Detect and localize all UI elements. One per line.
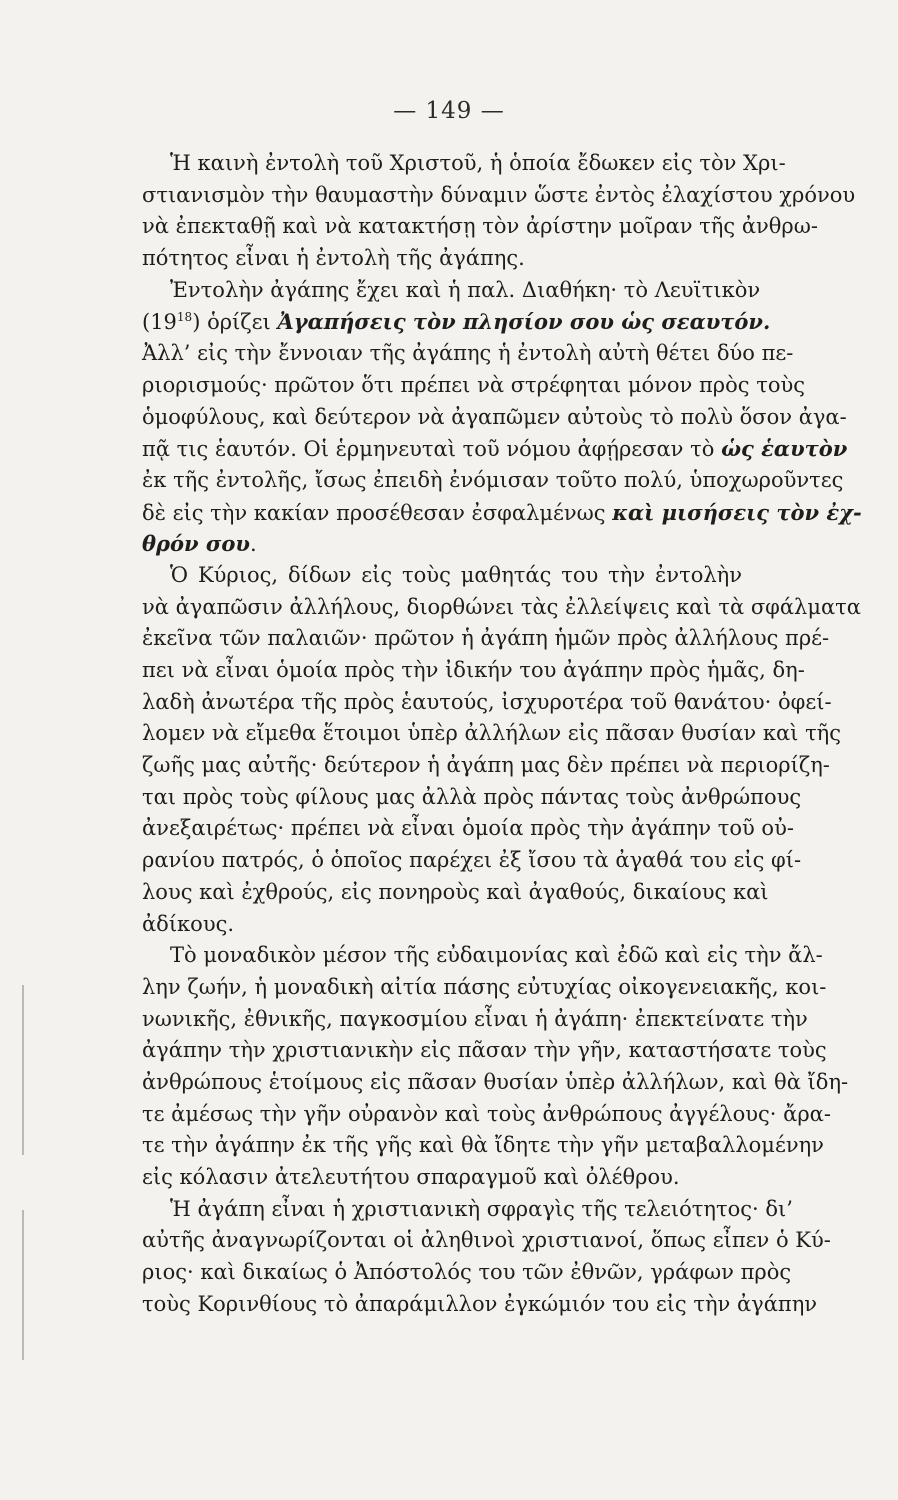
text-line: ἀγάπην τὴν χριστιανικὴν εἰς πᾶσαν τὴν γῆν, καταστήσατε τοὺς <box>142 1038 827 1063</box>
page-number: — 149 — <box>393 98 505 124</box>
text-segment: (19 <box>142 310 177 335</box>
text-line: ἀνεξαιρέτως· πρέπει νὰ εἶναι ὁμοία πρὸς τὴν ἀγάπην τοῦ οὐ- <box>142 816 794 841</box>
text-line <box>142 433 848 465</box>
text-line: πει νὰ εἶναι ὁμοία πρὸς τὴν ἰδικήν του ἀγάπην πρὸς ἡμᾶς, δη- <box>142 658 805 682</box>
text-line: Ἡ καινὴ ἐντολὴ τοῦ Χριστοῦ, ἡ ὁποία ἔδωκεν εἰς τὸν Χρι- <box>170 151 786 175</box>
text-line: τοὺς Κορινθίους τὸ ἀπαράμιλλον ἐγκώμιόν του εἰς τὴν ἀγάπην <box>142 1291 818 1316</box>
text-line: αὐτῆς ἀναγνωρίζονται οἱ ἀληθινοὶ χριστιανοί, ὅπως εἶπεν ὁ Κύ- <box>142 1228 831 1253</box>
text-line: λους καὶ ἐχθρούς, εἰς πονηροὺς καὶ ἀγαθούς, δικαίους καὶ <box>142 879 769 904</box>
text-line: ριορισμούς· πρῶτον ὅτι πρέπει νὰ στρέφηται μόνον πρὸς τοὺς <box>142 372 806 397</box>
text-line <box>142 528 742 560</box>
text-line: ἐκεῖνα τῶν παλαιῶν· πρῶτον ἡ ἀγάπη ἡμῶν πρὸς ἀλλήλους πρέ- <box>142 626 830 651</box>
body-text <box>142 148 862 1320</box>
emphasized-quote: καὶ μισήσεις τὸν ἐχ- <box>612 499 862 525</box>
text-line: νὰ ἐπεκταθῇ καὶ νὰ κατακτήσῃ τὸν ἀρίστην μοῖραν τῆς ἀνθρω- <box>142 214 818 239</box>
text-line: ται πρὸς τοὺς φίλους μας ἀλλὰ πρὸς πάντας τοὺς ἀνθρώπους <box>142 784 802 809</box>
text-line: Ἐντολὴν ἀγάπης ἔχει καὶ ἡ παλ. Διαθήκη· τὸ Λευϊτικὸν <box>170 277 761 302</box>
text-line: εἰς κόλασιν ἀτελευτήτου σπαραγμοῦ καὶ ὀλέθρου. <box>142 1165 680 1189</box>
text-line: ἐκ τῆς ἐντολῆς, ἴσως ἐπειδὴ ἐνόμισαν τοῦτο πολύ, ὑποχωροῦντες <box>142 467 844 492</box>
text-line: ἀδίκους. <box>142 911 235 936</box>
left-margin-shadow <box>22 1210 24 1360</box>
verse-superscript: 18 <box>176 310 193 325</box>
text-line: στιανισμὸν τὴν θαυμαστὴν δύναμιν ὥστε ἐντὸς ἐλαχίστου χρόνου <box>142 182 856 207</box>
emphasized-quote: θρόν σου <box>142 531 250 557</box>
text-segment: . <box>249 532 257 557</box>
text-line: Ἡ ἀγάπη εἶναι ἡ χριστιανικὴ σφραγὶς τῆς τελειότητος· δι’ <box>170 1196 793 1221</box>
text-line: τε ἀμέσως τὴν γῆν οὐρανὸν καὶ τοὺς ἀνθρώπους ἀγγέλους· ἄρα- <box>142 1101 831 1126</box>
emphasized-quote: ὡς ἑαυτὸν <box>721 436 848 462</box>
text-line: λην ζωήν, ἡ μοναδικὴ αἰτία πάσης εὐτυχίας οἰκογενειακῆς, κοι- <box>142 974 827 999</box>
text-line: Τὸ μοναδικὸν μέσον τῆς εὐδαιμονίας καὶ ἐδῶ καὶ εἰς τὴν ἄλ- <box>170 943 823 968</box>
text-line: τε τὴν ἀγάπην ἐκ τῆς γῆς καὶ θὰ ἴδητε τὴν γῆν μεταβαλλομένην <box>142 1133 824 1158</box>
text-line: νωνικῆς, ἐθνικῆς, παγκοσμίου εἶναι ἡ ἀγάπη· ἐπεκτείνατε τὴν <box>142 1006 808 1031</box>
text-line <box>142 497 862 529</box>
text-line: Ὁ Κύριος, δίδων εἰς τοὺς μαθητάς του τὴν ἐντολὴν <box>170 562 742 587</box>
text-line: Ἀλλ’ εἰς τὴν ἔννοιαν τῆς ἀγάπης ἡ ἐντολὴ αὐτὴ θέτει δύο πε- <box>142 341 794 366</box>
text-line: ὁμοφύλους, καὶ δεύτερον νὰ ἀγαπῶμεν αὐτοὺς τὸ πολὺ ὅσον ἀγα- <box>142 404 847 429</box>
emphasized-quote: Ἀγαπήσεις τὸν πλησίον σου ὡς σεαυτόν. <box>277 309 771 335</box>
text-line: λομεν νὰ εἴμεθα ἕτοιμοι ὑπὲρ ἀλλήλων εἰς πᾶσαν θυσίαν καὶ τῆς <box>142 721 842 746</box>
text-segment: ) ὁρίζει <box>192 310 278 335</box>
left-margin-shadow <box>22 985 24 1155</box>
text-line: ριος· καὶ δικαίως ὁ Ἀπόστολός του τῶν ἐθνῶν, γράφων πρὸς <box>142 1260 792 1285</box>
text-segment: πᾷ τις ἑαυτόν. Οἱ ἑρμηνευταὶ τοῦ νόμου ἀφῄρεσαν τὸ <box>142 437 722 462</box>
text-segment: δὲ εἰς τὴν κακίαν προσέθεσαν ἐσφαλμένως <box>142 500 613 525</box>
text-line <box>142 306 771 338</box>
text-line: νὰ ἀγαπῶσιν ἀλλήλους, διορθώνει τὰς ἐλλείψεις καὶ τὰ σφάλματα <box>142 594 861 619</box>
text-line: πότητος εἶναι ἡ ἐντολὴ τῆς ἀγάπης. <box>142 246 525 271</box>
text-line: ἀνθρώπους ἑτοίμους εἰς πᾶσαν θυσίαν ὑπὲρ ἀλλήλων, καὶ θὰ ἴδη- <box>142 1069 849 1094</box>
text-line: ρανίου πατρός, ὁ ὁποῖος παρέχει ἐξ ἴσου τὰ ἀγαθά του εἰς φί- <box>142 848 802 873</box>
text-line: λαδὴ ἀνωτέρα τῆς πρὸς ἑαυτούς, ἰσχυροτέρα τοῦ θανάτου· ὀφεί- <box>142 689 832 714</box>
text-line: ζωῆς μας αὐτῆς· δεύτερον ἡ ἀγάπη μας δὲν πρέπει νὰ περιορίζη- <box>142 753 830 778</box>
